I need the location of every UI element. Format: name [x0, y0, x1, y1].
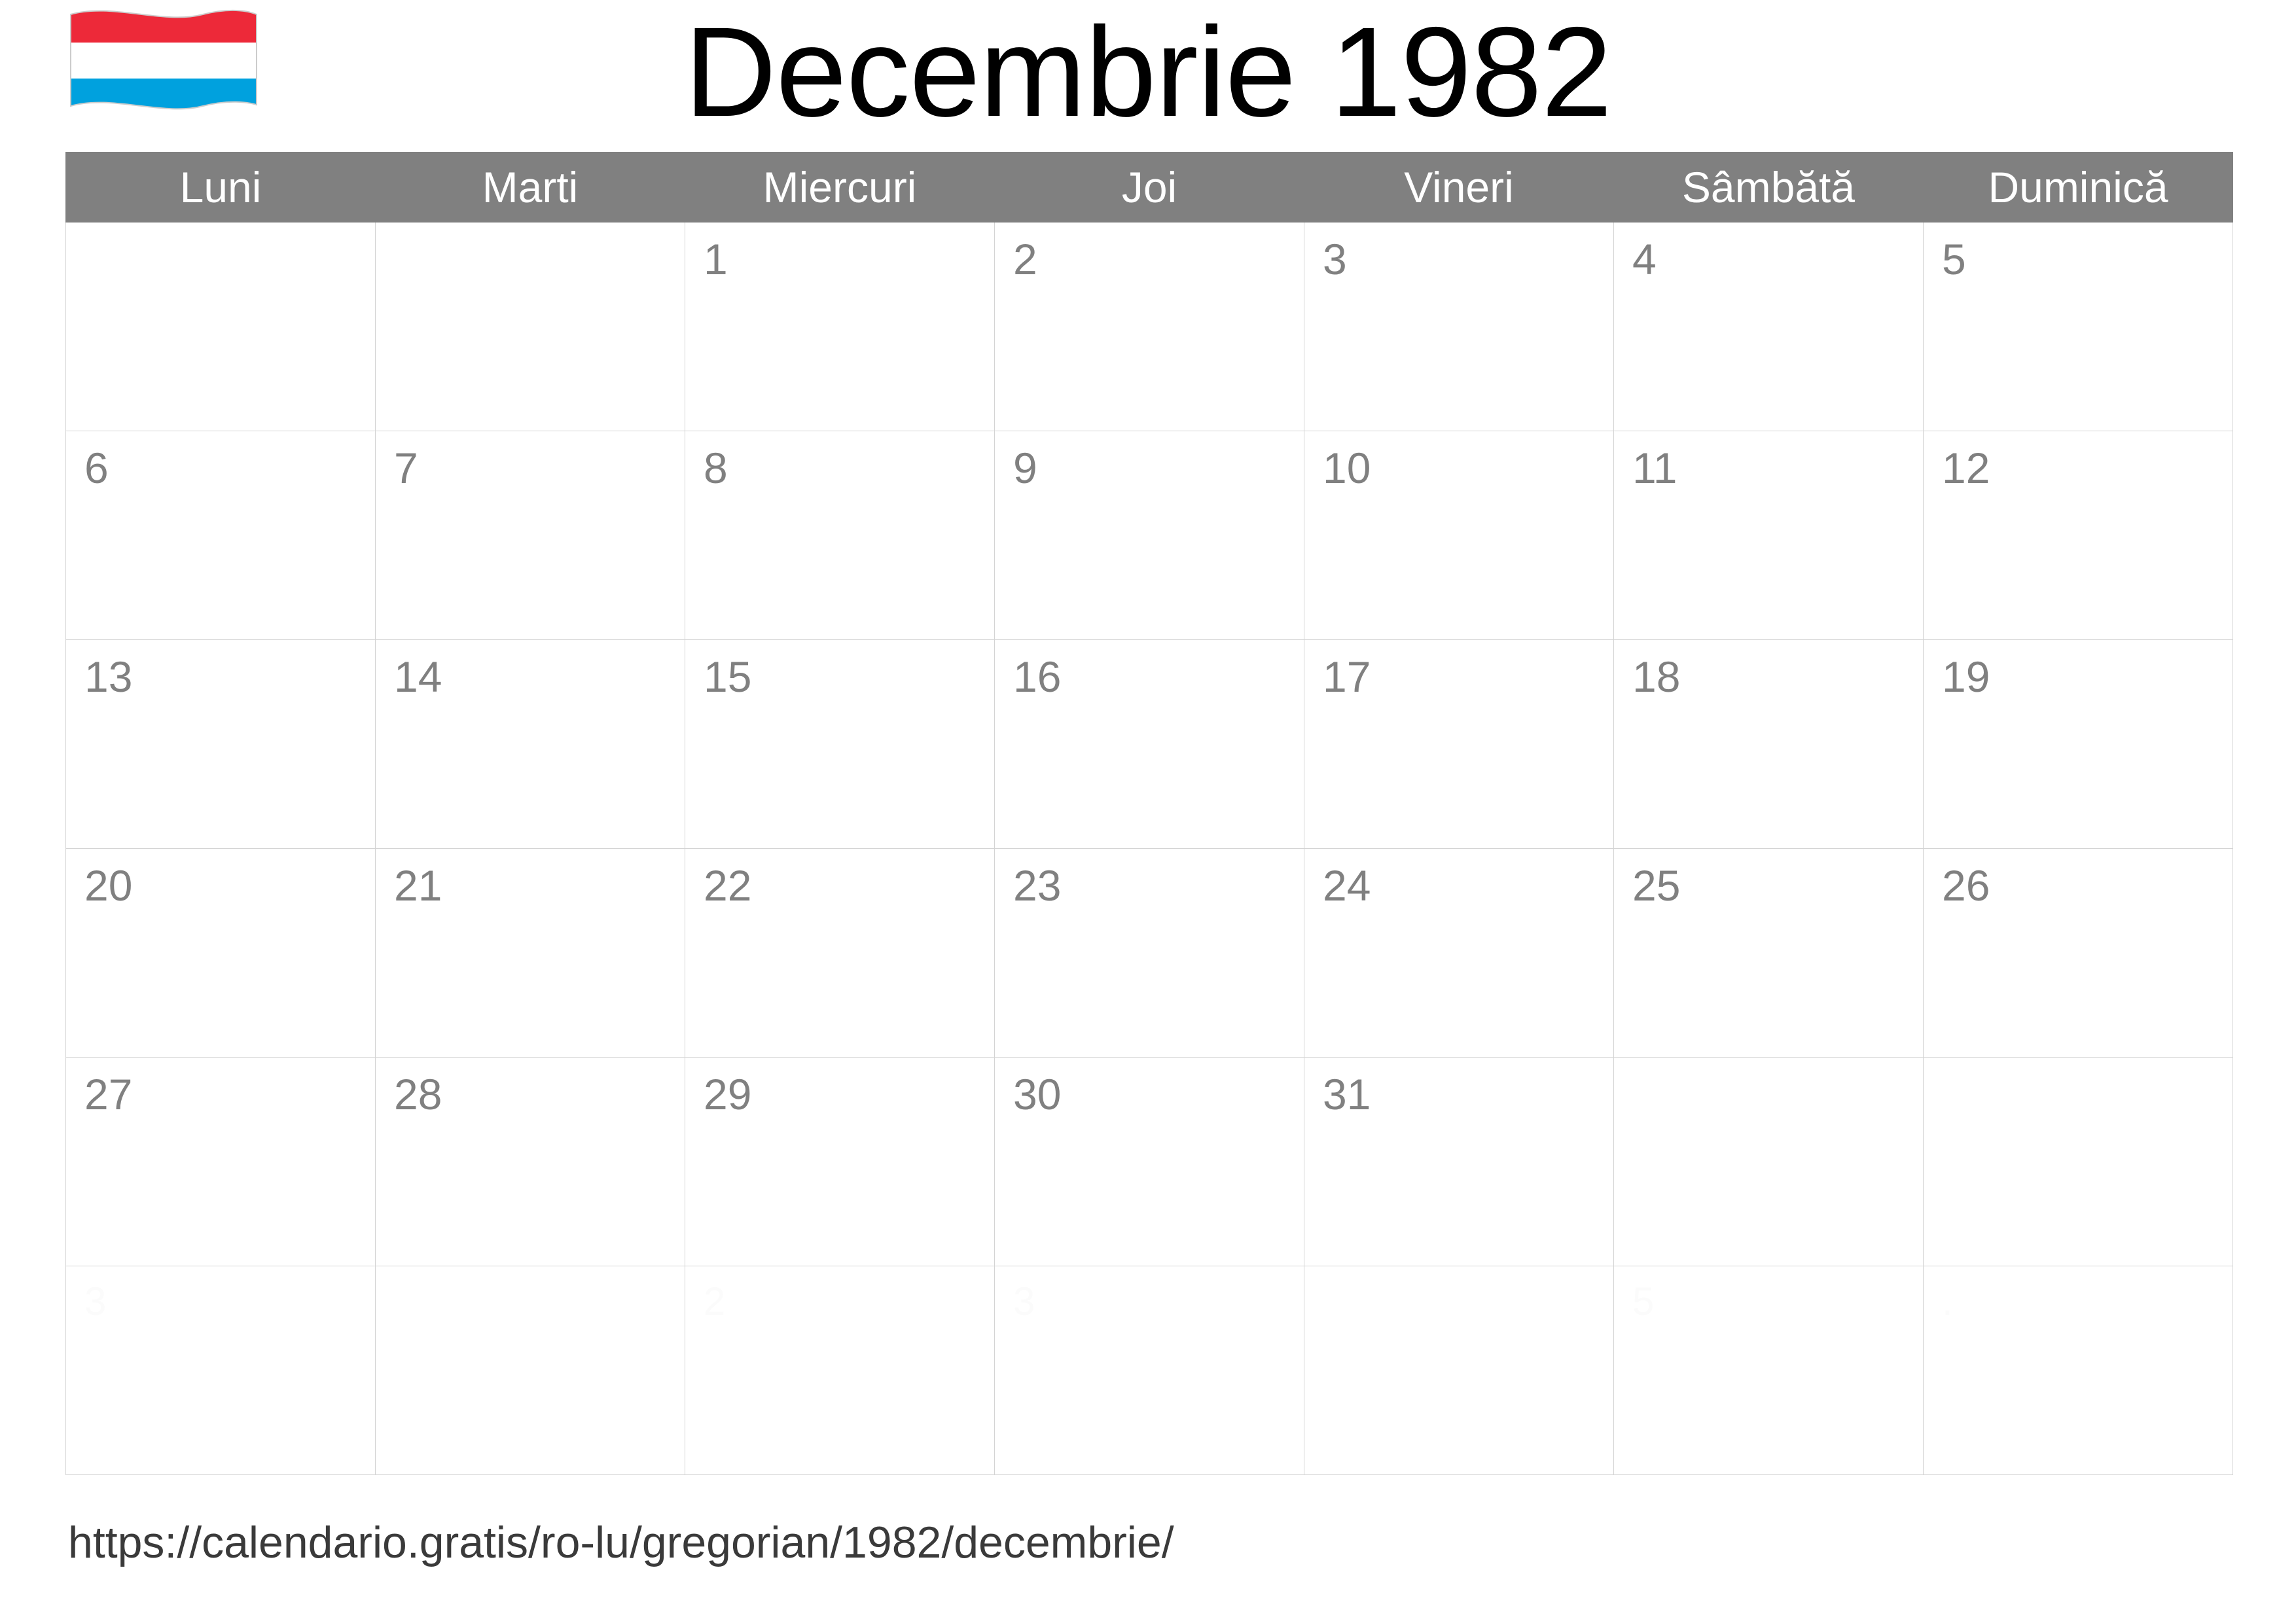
day-number: 21	[394, 861, 442, 910]
day-number: 11	[1632, 444, 1677, 492]
source-url[interactable]: https://calendario.gratis/ro-lu/gregorian/1982/decembrie/	[68, 1518, 1174, 1567]
calendar-day-cell[interactable]	[1304, 223, 1614, 431]
day-number: 7	[394, 444, 418, 492]
day-number	[1924, 1058, 2233, 1072]
calendar-day-cell[interactable]	[995, 223, 1304, 431]
calendar-day-cell[interactable]	[66, 849, 376, 1058]
calendar-day-cell[interactable]	[66, 223, 376, 431]
weekday-header-duminica: Duminică	[1924, 152, 2233, 223]
calendar-day-cell[interactable]	[995, 640, 1304, 849]
day-number: 16	[1013, 652, 1062, 701]
day-number: 2	[704, 1279, 726, 1323]
calendar-day-cell[interactable]	[376, 1266, 685, 1475]
calendar-day-cell[interactable]	[376, 431, 685, 640]
calendar-day-cell[interactable]	[1924, 1058, 2233, 1266]
calendar-day-cell[interactable]	[1614, 849, 1924, 1058]
calendar-day-cell[interactable]	[66, 431, 376, 640]
calendar-day-cell[interactable]	[1614, 1266, 1924, 1475]
calendar-day-cell[interactable]	[995, 1058, 1304, 1266]
day-number: 3	[1013, 1279, 1035, 1323]
calendar-day-cell[interactable]	[1924, 431, 2233, 640]
page-header	[0, 0, 2296, 156]
calendar-day-cell[interactable]	[1304, 1058, 1614, 1266]
calendar-day-cell[interactable]	[685, 223, 995, 431]
day-number	[66, 223, 375, 237]
weekday-header-marti: Marti	[376, 152, 685, 223]
calendar-day-cell[interactable]	[66, 1058, 376, 1266]
day-number: 13	[84, 652, 133, 701]
calendar-day-cell[interactable]	[376, 223, 685, 431]
day-number: 31	[1323, 1070, 1371, 1118]
day-number: 27	[84, 1070, 133, 1118]
calendar-day-cell[interactable]	[685, 849, 995, 1058]
day-number: 22	[704, 861, 752, 910]
day-number: 3	[84, 1279, 107, 1323]
day-number: 3	[1323, 235, 1347, 283]
luxembourg-flag-icon	[65, 7, 262, 134]
calendar-day-cell[interactable]	[1304, 849, 1614, 1058]
weekday-header-sambata: Sâmbătă	[1614, 152, 1924, 223]
calendar-day-cell[interactable]	[376, 1058, 685, 1266]
calendar-day-cell[interactable]	[376, 849, 685, 1058]
day-number	[376, 223, 685, 237]
day-number: 19	[1942, 652, 1990, 701]
day-number: 20	[84, 861, 133, 910]
calendar-day-cell[interactable]	[66, 640, 376, 849]
day-number: 2	[1013, 235, 1037, 283]
calendar-week-row	[66, 223, 2233, 431]
weekday-header-luni: Luni	[66, 152, 376, 223]
day-number: 30	[1013, 1070, 1062, 1118]
calendar-grid	[65, 152, 2233, 1475]
weekday-header-miercuri: Miercuri	[685, 152, 995, 223]
day-number: 9	[1013, 444, 1037, 492]
weekday-header-row	[66, 152, 2233, 223]
day-number: 26	[1942, 861, 1990, 910]
day-number: 14	[394, 652, 442, 701]
calendar-day-cell[interactable]	[685, 1266, 995, 1475]
calendar-day-cell[interactable]	[1304, 1266, 1614, 1475]
day-number: 23	[1013, 861, 1062, 910]
calendar-week-row	[66, 1058, 2233, 1266]
calendar-day-cell[interactable]	[1614, 431, 1924, 640]
day-number: 17	[1323, 652, 1371, 701]
day-number: 5	[1632, 1279, 1655, 1323]
calendar-day-cell[interactable]	[1924, 849, 2233, 1058]
calendar-day-cell[interactable]	[1924, 223, 2233, 431]
day-number	[376, 1266, 685, 1281]
calendar-day-cell[interactable]	[685, 1058, 995, 1266]
day-number	[1614, 1058, 1923, 1072]
calendar-week-row	[66, 640, 2233, 849]
calendar-day-cell[interactable]	[685, 431, 995, 640]
day-number: 15	[704, 652, 752, 701]
calendar-day-cell[interactable]	[376, 640, 685, 849]
weekday-header-joi: Joi	[995, 152, 1304, 223]
calendar-day-cell[interactable]	[1924, 1266, 2233, 1475]
day-number: 25	[1632, 861, 1681, 910]
day-number: 24	[1323, 861, 1371, 910]
day-number: 1	[704, 235, 728, 283]
day-number: 18	[1632, 652, 1681, 701]
calendar-week-row	[66, 431, 2233, 640]
day-number: 5	[1942, 235, 1966, 283]
day-number: 12	[1942, 444, 1990, 492]
calendar-day-cell[interactable]	[1614, 1058, 1924, 1266]
day-number: .	[1942, 1279, 1953, 1323]
day-number: 10	[1323, 444, 1371, 492]
day-number: 28	[394, 1070, 442, 1118]
calendar-day-cell[interactable]	[1304, 431, 1614, 640]
calendar-week-row	[66, 1266, 2233, 1475]
calendar-day-cell[interactable]	[995, 431, 1304, 640]
calendar-week-row	[66, 849, 2233, 1058]
calendar-day-cell[interactable]	[1614, 640, 1924, 849]
page-title: Decembrie 1982	[684, 0, 1612, 143]
calendar-day-cell[interactable]	[1614, 223, 1924, 431]
weekday-header-vineri: Vineri	[1304, 152, 1614, 223]
day-number: 29	[704, 1070, 752, 1118]
calendar-day-cell[interactable]	[995, 1266, 1304, 1475]
calendar-day-cell[interactable]	[1924, 640, 2233, 849]
calendar-day-cell[interactable]	[685, 640, 995, 849]
day-number	[1304, 1266, 1613, 1281]
day-number: 6	[84, 444, 109, 492]
calendar-day-cell[interactable]	[66, 1266, 376, 1475]
calendar-day-cell[interactable]	[1304, 640, 1614, 849]
calendar-day-cell[interactable]	[995, 849, 1304, 1058]
day-number: 8	[704, 444, 728, 492]
day-number: 4	[1632, 235, 1657, 283]
